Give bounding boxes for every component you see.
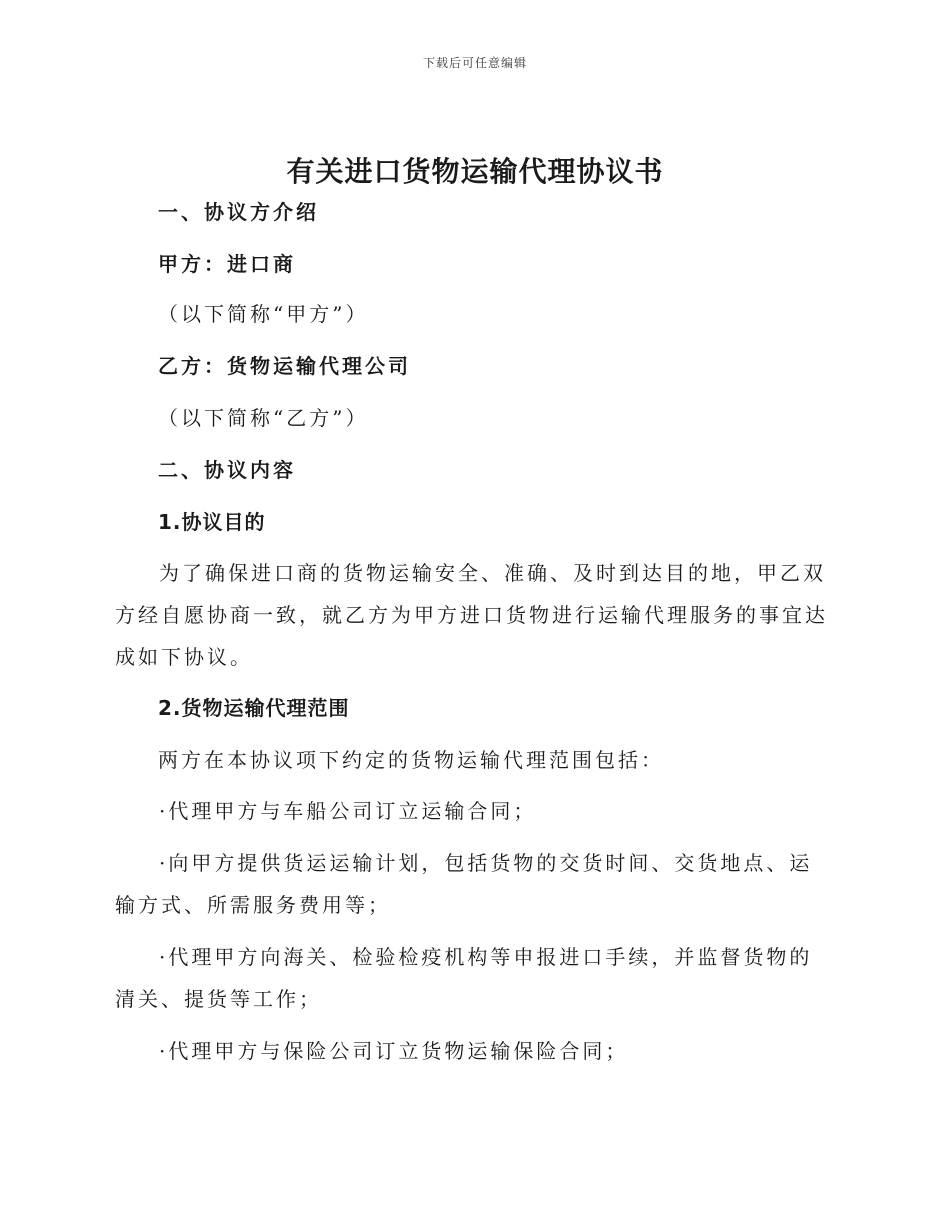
- party-a-note: （以下简称“甲方”）: [158, 302, 369, 326]
- list-item: ·代理甲方与保险公司订立货物运输保险合同；: [159, 1039, 629, 1063]
- list-item: ·代理甲方向海关、检验检疫机构等申报进口手续，并监督货物的清关、提货等工作；: [115, 945, 813, 1011]
- list-item: ·代理甲方与车船公司订立运输合同；: [159, 799, 537, 823]
- section2-heading: 二、协议内容: [158, 458, 296, 482]
- party-a: 甲方：进口商: [158, 252, 296, 276]
- header-note: 下载后可任意编辑: [422, 56, 527, 70]
- list-item: ·向甲方提供货运运输计划，包括货物的交货时间、交货地点、运输方式、所需服务费用等；: [115, 851, 813, 917]
- item2-heading: 2.货物运输代理范围: [158, 696, 350, 720]
- item1-paragraph: 为了确保进口商的货物运输安全、准确、及时到达目的地，甲乙双方经自愿协商一致，就乙方为甲方进口货物进行运输代理服务的事宜达成如下协议。: [115, 561, 828, 669]
- item2-intro: 两方在本协议项下约定的货物运输代理范围包括：: [158, 748, 664, 772]
- party-b: 乙方：货物运输代理公司: [158, 354, 411, 378]
- document-title: 有关进口货物运输代理协议书: [286, 155, 664, 188]
- section1-heading: 一、协议方介绍: [158, 200, 319, 224]
- item1-heading: 1.协议目的: [158, 510, 266, 534]
- party-b-note: （以下简称“乙方”）: [158, 406, 369, 430]
